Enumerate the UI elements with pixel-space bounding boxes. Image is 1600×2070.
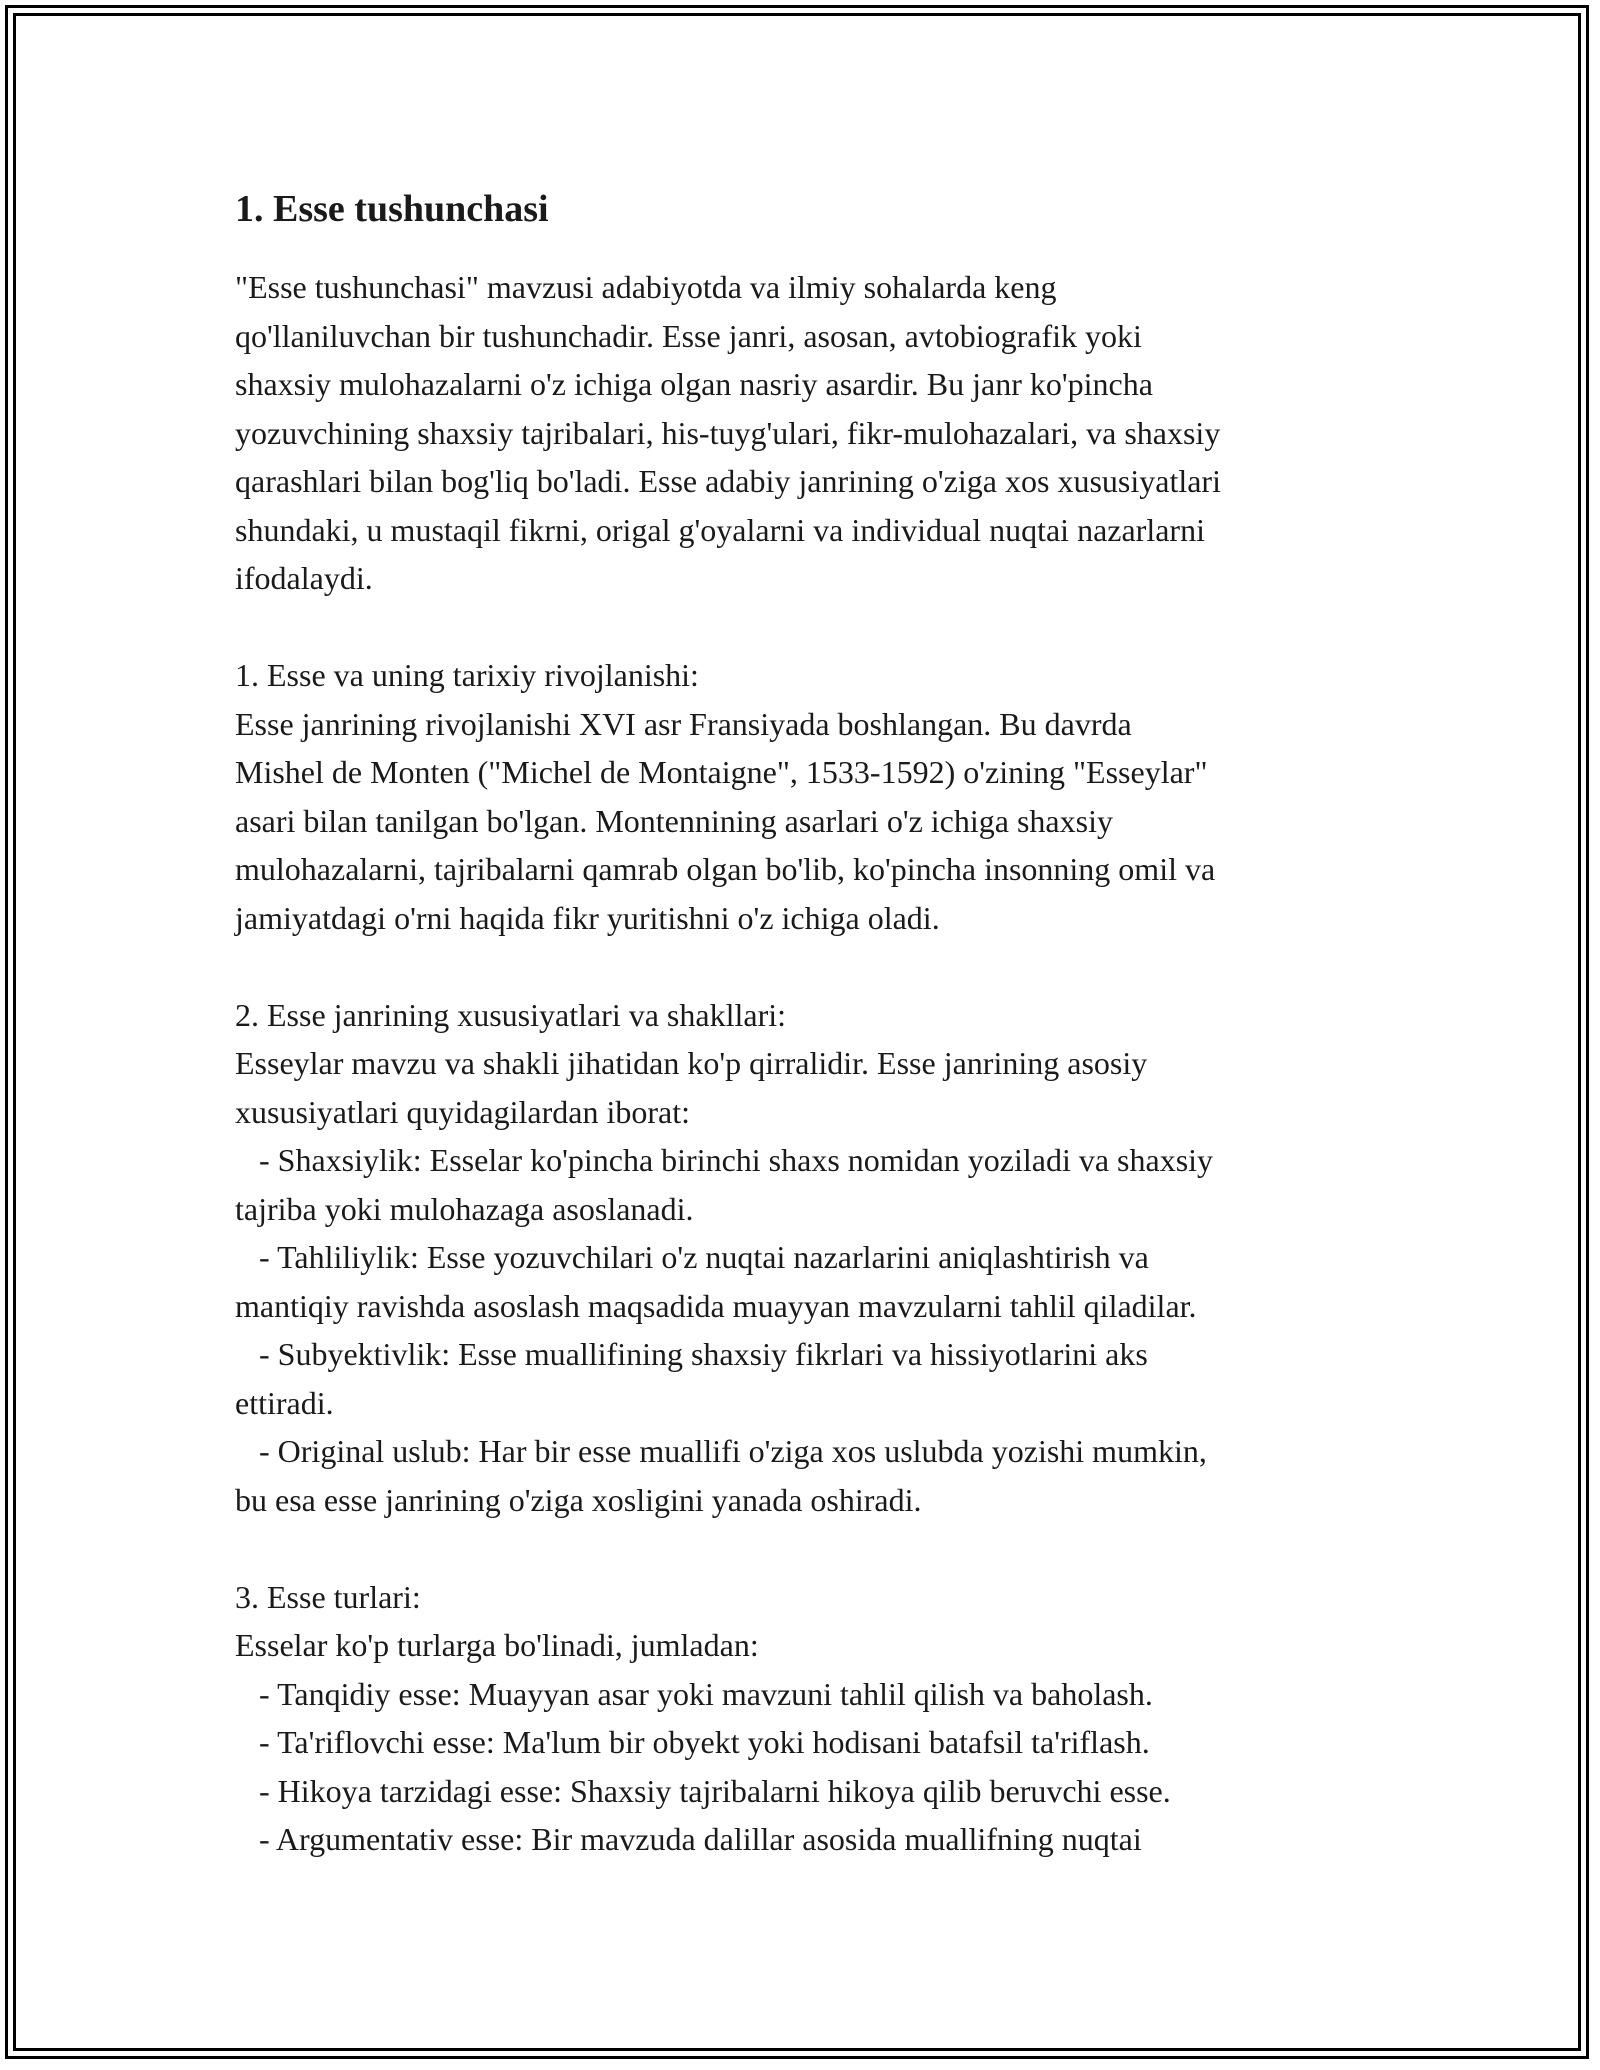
section-heading: 2. Esse janrining xususiyatlari va shakllari: — [235, 996, 786, 1033]
text-line: ettiradi. — [235, 1384, 334, 1421]
section-heading: 3. Esse turlari: — [235, 1578, 421, 1615]
list-item: - Subyektivlik: Esse muallifining shaxsiy fikrlari va hissiyotlarini aks — [235, 1336, 1148, 1372]
section-features — [235, 991, 1395, 1525]
section-heading: 1. Esse va uning tarixiy rivojlanishi: — [235, 657, 699, 693]
text-line: xususiyatlari quyidagilardan iborat: — [235, 1093, 690, 1130]
text-line: bu esa esse janrining o'ziga xosligini yanada oshiradi. — [235, 1481, 922, 1518]
text-line: yozuvchining shaxsiy tajribalari, his-tuyg'ulari, fikr-mulohazalari, va shaxsiy — [235, 414, 1221, 451]
text-line: qo'llaniluvchan bir tushunchadir. Esse janri, asosan, avtobiografik yoki — [235, 317, 1142, 354]
document-page — [235, 185, 1395, 1864]
text-line: mulohazalarni, tajribalarni qamrab olgan bo'lib, ko'pincha insonning omil va — [235, 851, 1216, 887]
section-history — [235, 651, 1395, 942]
text-line: shundaki, u mustaqil fikrni, origal g'oyalarni va individual nuqtai nazarlarni — [235, 511, 1205, 548]
text-line: ifodalaydi. — [235, 560, 373, 596]
section-types — [235, 1573, 1395, 1864]
text-line: Esseylar mavzu va shakli jihatidan ko'p qirralidir. Esse janrining asosiy — [235, 1045, 1148, 1081]
text-line: shaxsiy mulohazalarni o'z ichiga olgan nasriy asardir. Bu janr ko'pincha — [235, 366, 1153, 402]
text-line: asari bilan tanilgan bo'lgan. Montennining asarlari o'z ichiga shaxsiy — [235, 802, 1113, 839]
text-line: "Esse tushunchasi" mavzusi adabiyotda va ilmiy sohalarda keng — [235, 269, 1057, 305]
text-line: Esselar ko'p turlarga bo'linadi, jumladan: — [235, 1627, 759, 1663]
list-item: - Tahliliylik: Esse yozuvchilari o'z nuqtai nazarlarini aniqlashtirish va — [235, 1239, 1149, 1275]
list-item: - Original uslub: Har bir esse muallifi o'ziga xos uslubda yozishi mumkin, — [235, 1433, 1207, 1469]
paragraph-spacer — [235, 603, 1395, 652]
paragraph-spacer — [235, 1524, 1395, 1573]
text-line: tajriba yoki mulohazaga asoslanadi. — [235, 1190, 694, 1227]
list-item: - Hikoya tarzidagi esse: Shaxsiy tajribalarni hikoya qilib beruvchi esse. — [235, 1772, 1171, 1809]
list-item: - Argumentativ esse: Bir mavzuda dalillar asosida muallifning nuqtai — [235, 1821, 1142, 1857]
document-title: 1. Esse tushunchasi — [235, 188, 549, 230]
text-line: mantiqiy ravishda asoslash maqsadida muayyan mavzularni tahlil qiladilar. — [235, 1287, 1197, 1324]
intro-paragraph — [235, 263, 1395, 603]
list-item: - Shaxsiylik: Esselar ko'pincha birinchi shaxs nomidan yoziladi va shaxsiy — [235, 1142, 1214, 1178]
paragraph-spacer — [235, 942, 1395, 991]
text-line: Mishel de Monten ("Michel de Montaigne", 1533-1592) o'zining "Esseylar" — [235, 754, 1208, 790]
list-item: - Ta'riflovchi esse: Ma'lum bir obyekt yoki hodisani batafsil ta'riflash. — [235, 1724, 1150, 1760]
text-line: Esse janrining rivojlanishi XVI asr Fransiyada boshlangan. Bu davrda — [235, 705, 1132, 742]
list-item: - Tanqidiy esse: Muayyan asar yoki mavzuni tahlil qilish va baholash. — [235, 1675, 1153, 1712]
text-line: jamiyatdagi o'rni haqida fikr yuritishni o'z ichiga oladi. — [235, 899, 940, 936]
text-line: qarashlari bilan bog'liq bo'ladi. Esse adabiy janrining o'ziga xos xususiyatlari — [235, 463, 1221, 499]
